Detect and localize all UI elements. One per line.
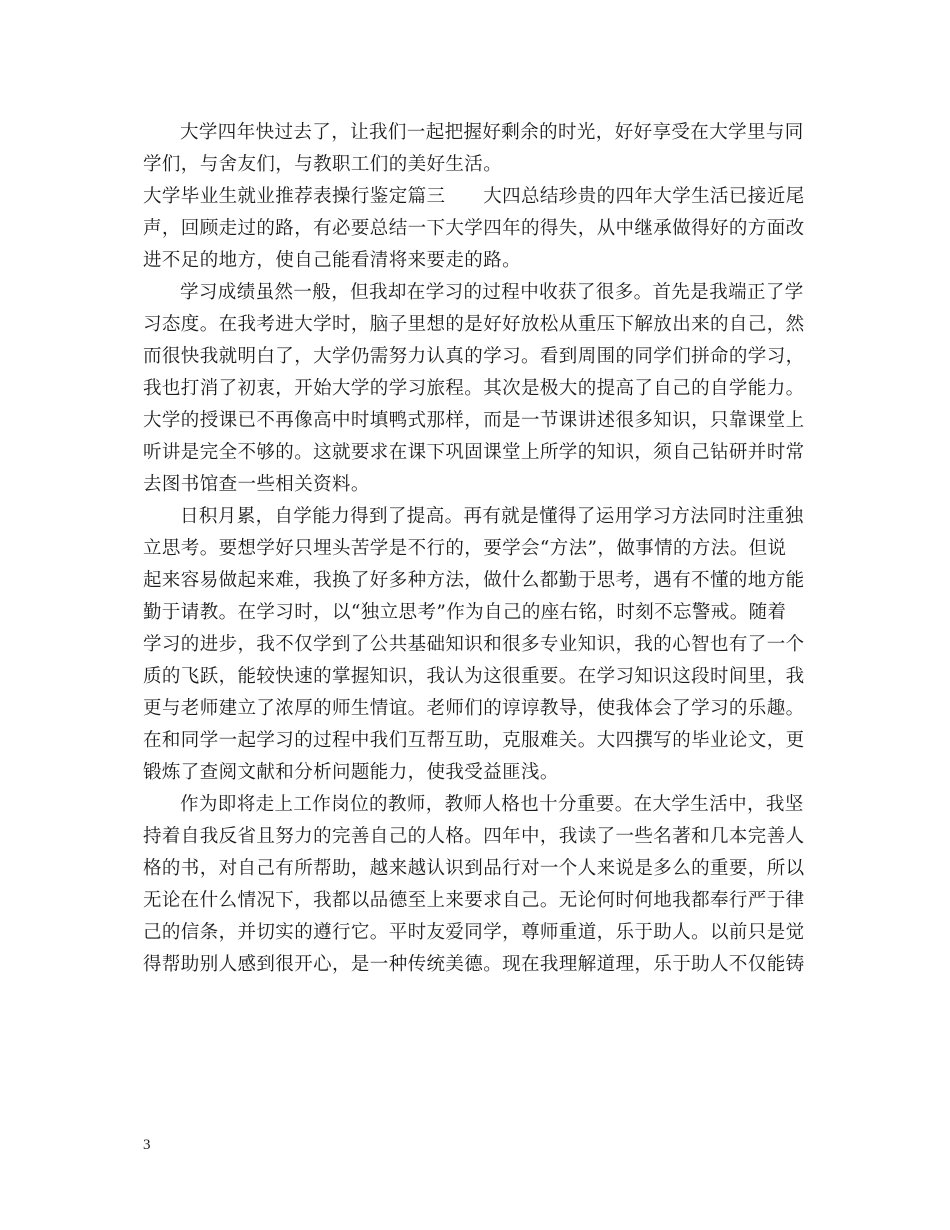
text-line: 格的书，对自己有所帮助，越来越认识到品行对一个人来说是多么的重要，所以 — [143, 858, 805, 879]
text-line: 更与老师建立了浓厚的师生情谊。老师们的谆谆教导，使我体会了学习的乐趣。 — [143, 698, 805, 719]
text-line: 勤于请教。在学习时，以“独立思考”作为自己的座右铭，时刻不忘警戒。随着 — [143, 602, 787, 623]
text-line: 持着自我反省且努力的完善自己的人格。四年中，我读了一些名著和几本完善人 — [143, 826, 805, 847]
text-line: 立思考。要想学好只埋头苦学是不行的，要学会“方法”，做事情的方法。但说 — [143, 538, 787, 559]
text-line: 大学的授课已不再像高中时填鸭式那样，而是一节课讲述很多知识，只靠课堂上 — [143, 410, 805, 431]
text-line: 日积月累，自学能力得到了提高。再有就是懂得了运用学习方法同时注重独 — [180, 506, 804, 527]
text-line: 习态度。在我考进大学时，脑子里想的是好好放松从重压下解放出来的自己，然 — [143, 314, 805, 335]
section-heading-line: 大学毕业生就业推荐表操行鉴定篇三 大四总结珍贵的四年大学生活已接近尾 — [143, 186, 805, 207]
text-line: 作为即将走上工作岗位的教师，教师人格也十分重要。在大学生活中，我坚 — [180, 794, 804, 815]
text-line: 学习的进步，我不仅学到了公共基础知识和很多专业知识，我的心智也有了一个 — [143, 634, 805, 655]
page-number: 3 — [143, 1137, 151, 1153]
text-line: 大学四年快过去了，让我们一起把握好剩余的时光，好好享受在大学里与同 — [180, 122, 804, 143]
text-line: 锻炼了查阅文献和分析问题能力，使我受益匪浅。 — [143, 762, 559, 783]
body-text — [143, 117, 809, 981]
text-line: 己的信条，并切实的遵行它。平时友爱同学，尊师重道，乐于助人。以前只是觉 — [143, 922, 805, 943]
text-line: 无论在什么情况下，我都以品德至上来要求自己。无论何时何地我都奉行严于律 — [143, 890, 805, 911]
text-line: 进不足的地方，使自己能看清将来要走的路。 — [143, 250, 522, 271]
text-line: 而很快我就明白了，大学仍需努力认真的学习。看到周围的同学们拼命的学习， — [143, 346, 805, 367]
text-line: 去图书馆查一些相关资料。 — [143, 474, 370, 495]
text-line: 起来容易做起来难，我换了好多种方法，做什么都勤于思考，遇有不懂的地方能 — [143, 570, 805, 591]
text-line: 学们，与舍友们，与教职工们的美好生活。 — [143, 154, 503, 175]
text-line: 得帮助别人感到很开心，是一种传统美德。现在我理解道理，乐于助人不仅能铸 — [143, 954, 805, 975]
text-line: 在和同学一起学习的过程中我们互帮互助，克服难关。大四撰写的毕业论文，更 — [143, 730, 805, 751]
text-line: 声，回顾走过的路，有必要总结一下大学四年的得失，从中继承做得好的方面改 — [143, 218, 805, 239]
text-line: 听讲是完全不够的。这就要求在课下巩固课堂上所学的知识，须自己钻研并时常 — [143, 442, 805, 463]
text-line: 学习成绩虽然一般，但我却在学习的过程中收获了很多。首先是我端正了学 — [180, 282, 804, 303]
text-line: 我也打消了初衷，开始大学的学习旅程。其次是极大的提高了自己的自学能力。 — [143, 378, 805, 399]
text-line: 质的飞跃，能较快速的掌握知识，我认为这很重要。在学习知识这段时间里，我 — [143, 666, 805, 687]
